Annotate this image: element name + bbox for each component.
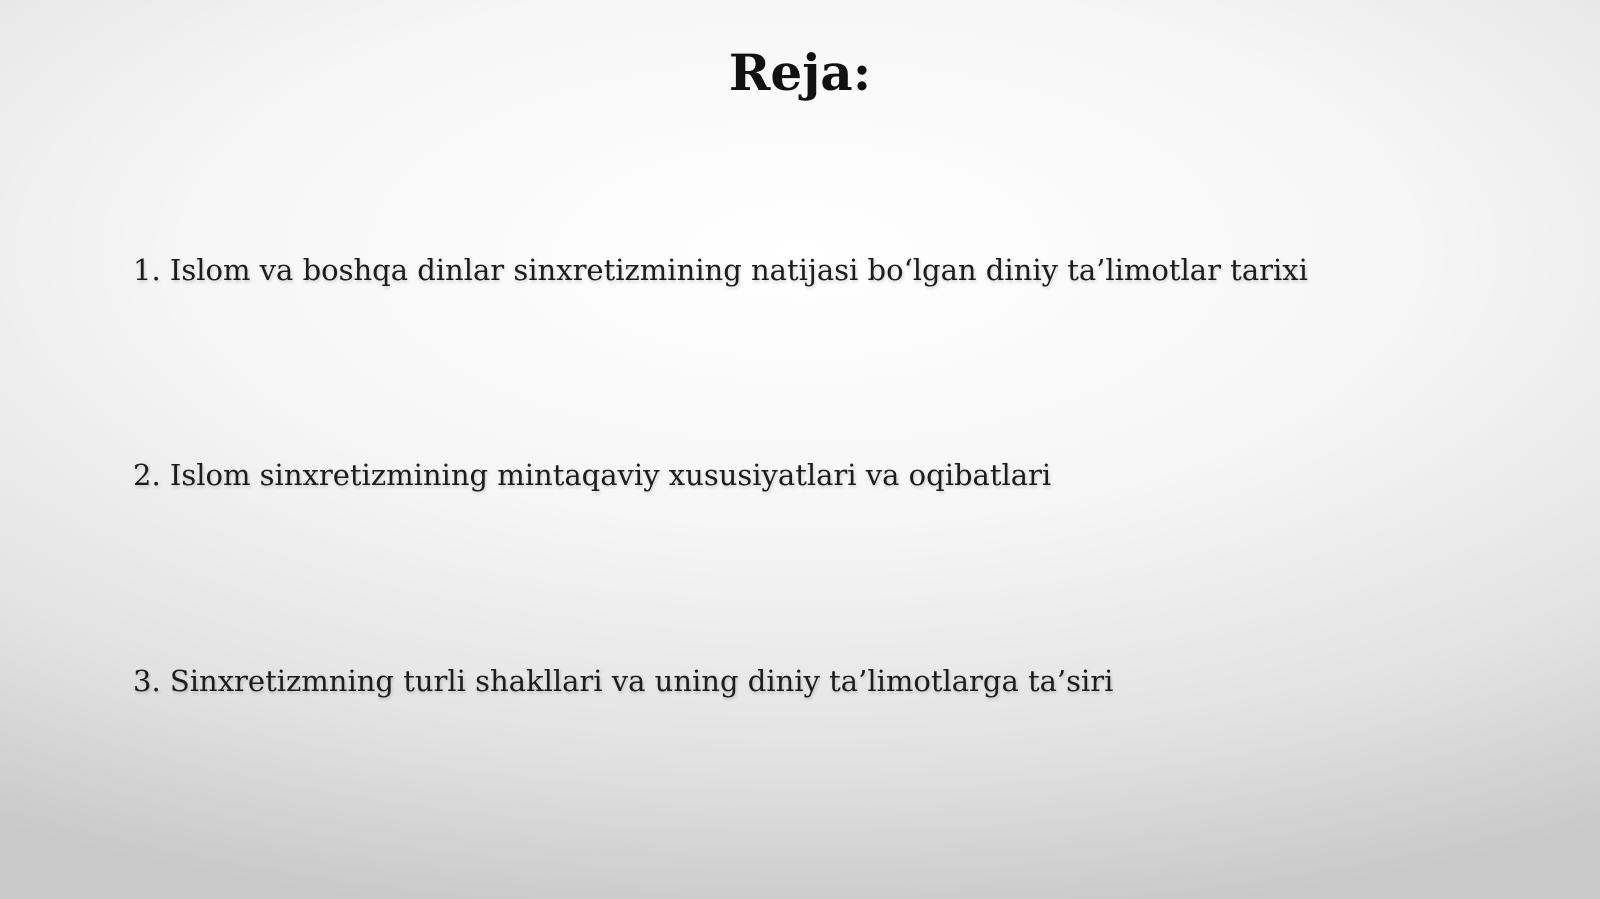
- plan-item-2: 2. Islom sinxretizmining mintaqaviy xususiyatlari va oqibatlari: [133, 458, 1052, 492]
- slide-title: Reja:: [728, 43, 872, 102]
- plan-item-3: 3. Sinxretizmning turli shakllari va uning diniy ta’limotlarga ta’siri: [133, 664, 1114, 698]
- plan-item-1: 1. Islom va boshqa dinlar sinxretizmining natijasi bo‘lgan diniy ta’limotlar tarixi: [133, 253, 1308, 287]
